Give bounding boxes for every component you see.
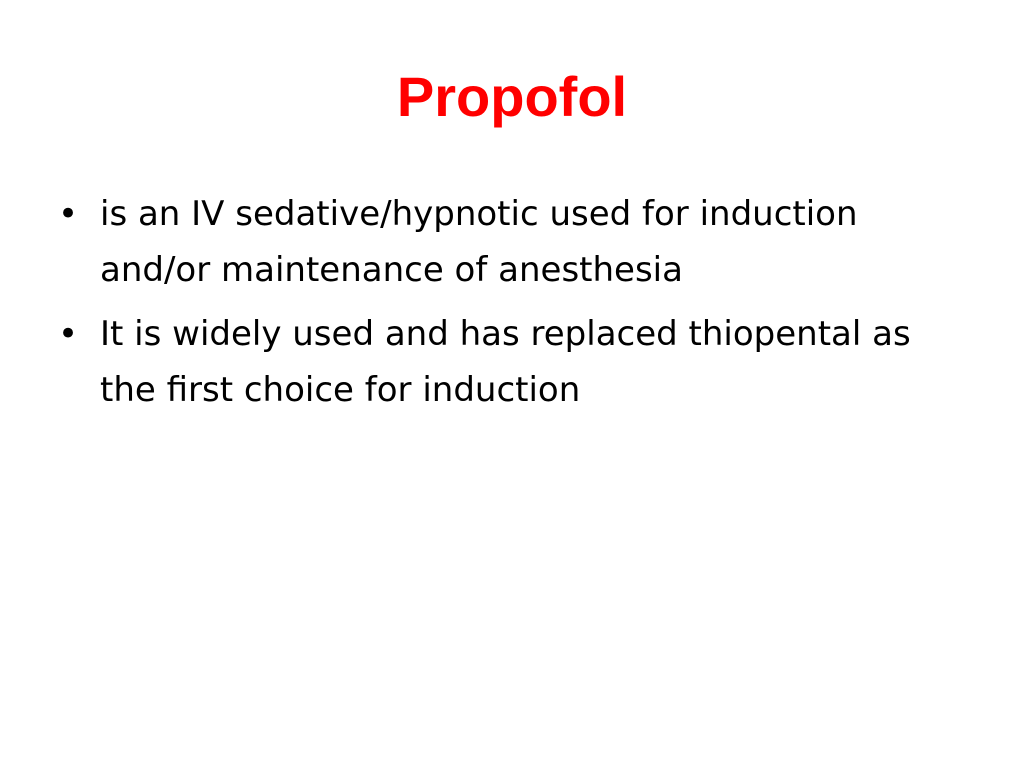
bullet-text: It is widely used and has replaced thiopental as the first choice for induction xyxy=(100,314,911,410)
bullet-item xyxy=(58,186,958,298)
bullet-item xyxy=(58,306,958,418)
slide-title: Propofol xyxy=(396,65,628,128)
bullet-point-icon: • xyxy=(58,194,79,234)
bullet-text: is an IV sedative/hypnotic used for induction and/or maintenance of anesthesia xyxy=(100,194,858,290)
bullet-point-icon: • xyxy=(58,314,79,354)
bullet-list xyxy=(58,186,958,426)
